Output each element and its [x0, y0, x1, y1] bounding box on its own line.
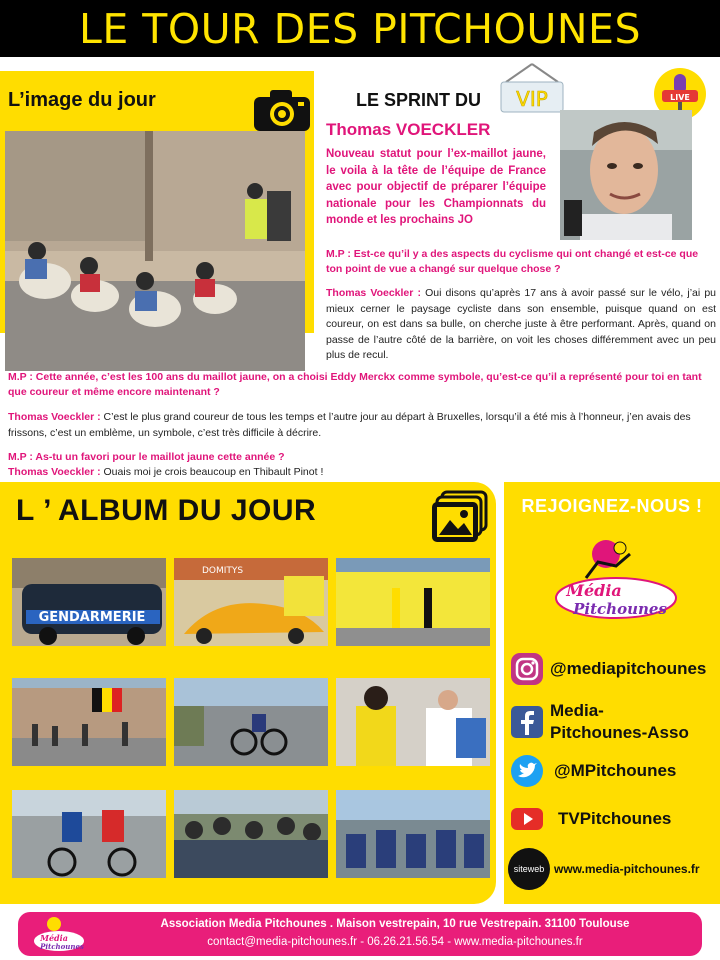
album-photo	[336, 790, 490, 878]
sprint-title: LE SPRINT DU	[356, 90, 482, 110]
facebook-link[interactable]	[510, 700, 700, 744]
answer-3-text: Ouais moi je crois beaucoup en Thibault Pinot !	[100, 466, 324, 478]
album-panel	[0, 482, 496, 904]
instagram-icon	[510, 652, 544, 686]
facebook-page: Media-Pitchounes-Asso	[550, 701, 689, 742]
answer-3	[8, 465, 713, 480]
guest-name: Thomas VOECKLER	[326, 120, 491, 139]
question-2: M.P : Cette année, c’est les 100 ans du maillot jaune, on a choisi Eddy Merckx comme symbole, qu’est-ce qu’il a représenté pour toi en tant que coureur et même encore maintenant ?	[8, 371, 702, 398]
album-title: L ’ ALBUM DU JOUR	[16, 494, 317, 527]
camera-icon	[252, 87, 312, 133]
instagram-handle: @mediapitchounes	[550, 659, 707, 678]
footer-address: Association Media Pitchounes . Maison vestrepain, 10 rue Vestrepain. 31100 Toulouse	[160, 918, 630, 930]
album-photo-caption: DOMITYS	[202, 566, 244, 576]
social-title: REJOIGNEZ-NOUS !	[521, 496, 703, 516]
youtube-link[interactable]	[510, 802, 671, 836]
footer-logo-text-media: Média	[40, 933, 68, 943]
answer-2-text: C’est le plus grand coureur de tous les temps et l’autre jour au départ à Bruxelles, lorsqu’il a été mis à l’honneur, j’en avais des frissons, c’est un emblème, un symbole, c’est très difficile à décrire.	[8, 411, 691, 439]
website-url: www.media-pitchounes.fr	[554, 862, 700, 876]
album-photo-caption: GENDARMERIE	[38, 610, 146, 625]
album-photo	[174, 558, 328, 646]
facebook-icon	[510, 705, 544, 739]
album-photo	[336, 558, 490, 646]
logo-text-media: Média	[566, 581, 622, 600]
youtube-icon	[510, 802, 544, 836]
image-du-jour-title: L’image du jour	[8, 89, 156, 111]
twitter-link[interactable]	[510, 754, 676, 788]
twitter-handle: @MPitchounes	[554, 761, 677, 780]
album-photo	[12, 558, 166, 646]
page-title: LE TOUR DES PITCHOUNES	[79, 4, 641, 53]
album-photo	[336, 678, 490, 766]
website-badge: siteweb	[508, 848, 550, 890]
instagram-link[interactable]	[510, 652, 706, 686]
website-link[interactable]	[508, 848, 700, 890]
album-photo	[12, 790, 166, 878]
vip-label: VIP	[516, 87, 548, 111]
page-header	[0, 0, 720, 57]
footer-logo-text-pitchounes: Pitchounes	[40, 942, 84, 951]
album-photo	[12, 678, 166, 766]
media-pitchounes-logo	[546, 532, 686, 632]
guest-intro: Nouveau statut pour l’ex-maillot jaune, le voila à la tête de l’équipe de France avec pour objectif de préparer l’équipe nationale pour les Championnats du monde et les prochains JO	[326, 148, 546, 226]
vip-sign-icon	[498, 62, 566, 114]
answer-1	[326, 286, 716, 364]
footer-contact[interactable]: contact@media-pitchounes.fr - 06.26.21.56.54 - www.media-pitchounes.fr	[207, 936, 583, 948]
answer-2-speaker: Thomas Voeckler :	[8, 411, 101, 423]
answer-1-text: Oui disons qu’après 17 ans à avoir passé sur le vélo, j’ai pu mieux cerner le paysage cycliste dans son ensemble, puisque quand on est coureur, on est dans sa bulle, on cherche juste à être performant. Après, quand on passe de l’autre côté de la barrière, on voit les choses différemment avec un peu plus de recul.	[326, 287, 716, 361]
answer-2	[8, 410, 713, 441]
kids-reading-photo	[5, 131, 305, 371]
guest-portrait	[560, 110, 692, 240]
twitter-icon	[510, 754, 544, 788]
image-du-jour-panel	[0, 71, 314, 333]
youtube-channel: TVPitchounes	[558, 809, 672, 828]
album-photo	[174, 678, 328, 766]
answer-1-speaker: Thomas Voeckler :	[326, 287, 421, 299]
logo-text-pitchounes: Pitchounes	[573, 600, 667, 618]
question-1: M.P : Est-ce qu’il y a des aspects du cyclisme qui ont changé et est-ce que ton point de vue a changé sur quelque chose ?	[326, 248, 699, 275]
answer-3-speaker: Thomas Voeckler :	[8, 466, 101, 478]
social-panel	[504, 482, 720, 904]
gallery-icon	[430, 490, 490, 546]
question-3: M.P : As-tu un favori pour le maillot jaune cette année ?	[8, 451, 285, 463]
album-photo	[174, 790, 328, 878]
live-label: LIVE	[670, 93, 690, 102]
footer	[18, 912, 702, 956]
